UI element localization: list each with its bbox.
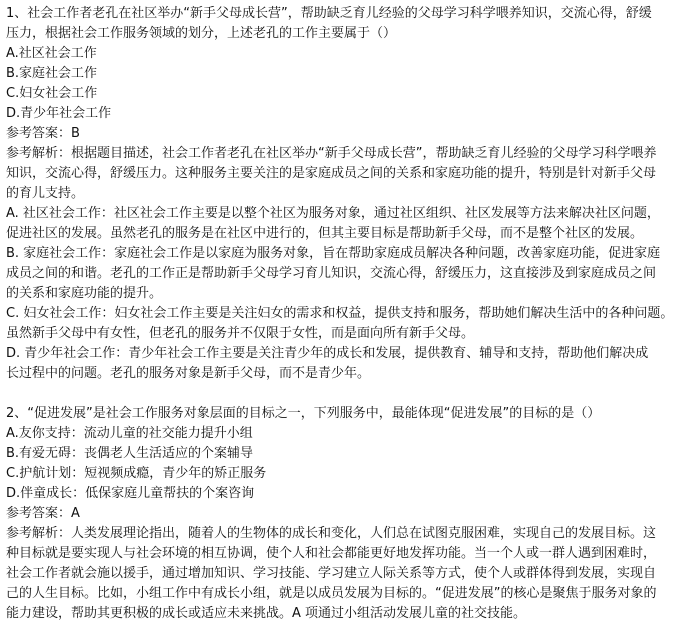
analysis-line: 知识，交流心得，舒缓压力。这种服务主要关注的是家庭成员之间的关系和家庭功能的提升，特别是针对新手父母	[6, 166, 657, 181]
question-stem-line: 2、“促进发展”是社会工作服务对象层面的目标之一，下列服务中，最能体现“促进发展”的目标的是（）	[6, 406, 601, 421]
analysis-line: 的育儿支持。	[6, 186, 85, 201]
analysis-line: D. 青少年社会工作：青少年社会工作主要是关注青少年的成长和发展，提供教育、辅导和支持，帮助他们解决成	[6, 346, 649, 361]
analysis-line: 成员之间的和谐。老孔的工作正是帮助新手父母学习育儿知识，交流心得，舒缓压力，这直接涉及到家庭成员之间	[6, 266, 657, 281]
option-c: C.妇女社会工作	[6, 86, 98, 101]
option-d: D.青少年社会工作	[6, 106, 112, 121]
analysis-line: 参考解析：根据题目描述，社会工作者老孔在社区举办“新手父母成长营”，帮助缺乏育儿经验的父母学习科学喂养	[6, 146, 657, 161]
analysis-line: 促进社区的发展。虽然老孔的服务是在社区中进行的，但其主要目标是帮助新手父母，而不是整个社区的发展。	[6, 226, 644, 241]
option-c: C.护航计划：短视频成瘾，青少年的矫正服务	[6, 466, 267, 481]
analysis-line: 社会工作者就会施以援手，通过增加知识、学习技能、学习建立人际关系等方式，使个人或群体得到发展，实现自	[6, 566, 657, 581]
reference-answer: 参考答案：B	[6, 126, 80, 141]
analysis-line: A. 社区社会工作：社区社会工作主要是以整个社区为服务对象，通过社区组织、社区发展等方法来解决社区问题，	[6, 206, 660, 221]
question-stem-line: 1、社会工作者老孔在社区举办“新手父母成长营”，帮助缺乏育儿经验的父母学习科学喂养知识，交流心得，舒缓	[6, 6, 652, 21]
analysis-line: 虽然新手父母中有女性，但老孔的服务并不仅限于女性，而是面向所有新手父母。	[6, 326, 475, 341]
option-b: B.家庭社会工作	[6, 66, 98, 81]
question-2	[6, 404, 693, 624]
analysis	[6, 144, 693, 384]
analysis-line: 参考解析：人类发展理论指出，随着人的生物体的成长和变化，人们总在试图克服困难，实现自己的发展目标。这	[6, 526, 657, 541]
analysis-line: 己的人生目标。比如，小组工作中有成长小组，就是以成员发展为目标的。“促进发展”的核心是聚焦于服务对象的	[6, 586, 657, 601]
analysis-line: C. 妇女社会工作：妇女社会工作主要是关注妇女的需求和权益，提供支持和服务，帮助她们解决生活中的各种问题。	[6, 306, 674, 321]
analysis-line: 能力建设，帮助其更积极的成长或适应未来挑战。A 项通过小组活动发展儿童的社交技能。	[6, 606, 527, 621]
analysis-line: 的关系和家庭功能的提升。	[6, 286, 163, 301]
option-b: B.有爱无碍：丧偶老人生活适应的个案辅导	[6, 446, 254, 461]
question-stem-line: 压力，根据社会工作服务领域的划分，上述老孔的工作主要属于（）	[6, 26, 397, 41]
option-a: A.社区社会工作	[6, 46, 97, 61]
option-a: A.友你支持：流动儿童的社交能力提升小组	[6, 426, 253, 441]
analysis-line: 长过程中的问题。老孔的服务对象是新手父母，而不是青少年。	[6, 366, 371, 381]
analysis	[6, 524, 693, 624]
analysis-line: B. 家庭社会工作：家庭社会工作是以家庭为服务对象，旨在帮助家庭成员解决各种问题，改善家庭功能，促进家庭	[6, 246, 661, 261]
question-spacer	[6, 384, 693, 404]
option-d: D.伴童成长：低保家庭儿童帮扶的个案咨询	[6, 486, 255, 501]
reference-answer: 参考答案：A	[6, 506, 80, 521]
question-1	[6, 4, 693, 384]
analysis-line: 种目标就是要实现人与社会环境的相互协调，使个人和社会都能更好地发挥功能。当一个人或一群人遇到困难时，	[6, 546, 657, 561]
